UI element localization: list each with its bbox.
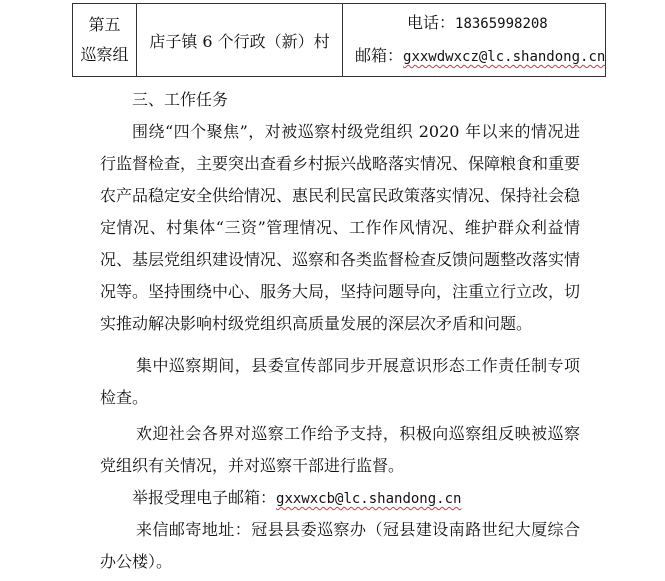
contact-cell (343, 4, 606, 77)
group-name-line2: 巡察组 (80, 45, 129, 64)
table-row (73, 4, 606, 77)
phone-label: 电话： (407, 13, 456, 32)
phone-number: 18365998208 (455, 16, 548, 32)
email-address[interactable]: gxxwdwxcz@lc.shandong.cn (403, 49, 606, 65)
group-name-line1: 第五 (88, 15, 121, 34)
phone-line (343, 7, 605, 40)
inspection-group-table (72, 3, 606, 77)
ideology-check-paragraph: 集中巡察期间，县委宣传部同步开展意识形态工作责任制专项检查。 (100, 356, 580, 407)
email-label: 邮箱： (355, 46, 404, 65)
report-email-line (132, 482, 461, 515)
inspection-scope-cell: 店子镇 6 个行政（新）村 (137, 4, 343, 77)
task-paragraph: 围绕“四个聚焦”，对被巡察村级党组织 2020 年以来的情况进行监督检查，主要突出查看乡村振兴战略落实情况、保障粮食和重要农产品稳定安全供给情况、惠民利民富民政策落实情况、保持社会稳定情况、村集体“三资”管理情况、工作作风情况、维护群众利益情况、基层党组织建设情况、巡察和各类监督检查反馈问题整改落实情况等。坚持围绕中心、服务大局，坚持问题导向，注重立行立改，切实推动解决影响村级党组织高质量发展的深层次矛盾和问题。 (100, 122, 581, 333)
report-email-address[interactable]: gxxwxcb@lc.shandong.cn (276, 491, 462, 507)
section-heading: 三、工作任务 (132, 90, 229, 109)
mailing-address-paragraph: 来信邮寄地址：冠县县委巡察办（冠县建设南路世纪大厦综合办公楼）。 (100, 520, 580, 571)
email-line (343, 40, 605, 73)
group-name-cell (73, 4, 137, 77)
supervision-paragraph: 欢迎社会各界对巡察工作给予支持，积极向巡察组反映被巡察党组织有关情况，并对巡察干部进行监督。 (100, 424, 580, 475)
report-email-label: 举报受理电子邮箱： (132, 488, 277, 507)
